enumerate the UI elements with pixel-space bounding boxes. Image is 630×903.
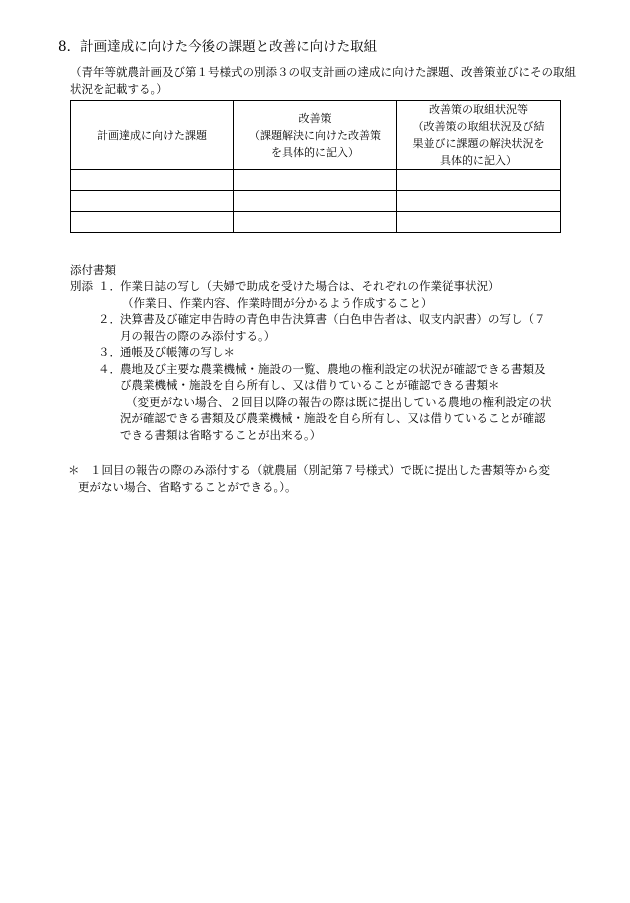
attachments-list (70, 278, 590, 443)
header-progress (397, 101, 561, 170)
table-cell[interactable] (71, 191, 234, 212)
list-item-continuation (70, 394, 590, 411)
table-row (71, 191, 561, 212)
table-cell[interactable] (234, 191, 397, 212)
header-line: 計画達成に向けた課題 (97, 128, 207, 142)
item-text: 月の報告の際のみ添付する。） (120, 328, 276, 343)
item-text: できる書類は省略することが出来る。） (120, 427, 322, 442)
table-cell[interactable] (71, 170, 234, 191)
table-row (71, 212, 561, 233)
table-row (71, 170, 561, 191)
header-issues (71, 101, 234, 170)
item-text: 況が確認できる書類及び農業機械・施設を自ら所有し、又は借りていることが確認 (120, 411, 546, 425)
section-note-line: 状況を記載する。） (70, 81, 168, 96)
item-text: 通帳及び帳簿の写し＊ (120, 345, 235, 359)
item-text: （作業日、作業内容、作業時間が分かるよう作成すること） (122, 295, 433, 310)
table-cell[interactable] (397, 191, 561, 212)
table-cell[interactable] (234, 170, 397, 191)
header-line: 果並びに課題の解決状況を (412, 137, 545, 151)
list-item-continuation (70, 328, 590, 345)
attachments-title: 添付書類 (70, 263, 116, 277)
header-line: （改善策の取組状況及び結 (412, 120, 545, 134)
list-item (70, 311, 590, 328)
header-measures (234, 101, 397, 170)
item-text: 作業日誌の写し（夫婦で助成を受けた場合は、それぞれの作業従事状況） (120, 279, 500, 293)
section-note-line: （青年等就農計画及び第１号様式の別添３の収支計画の達成に向けた課題、改善策並びにその取組 (70, 65, 576, 79)
header-line: （課題解決に向けた改善策 (249, 128, 381, 142)
item-text: 農地及び主要な農業機械・施設の一覧、農地の権利設定の状況が確認できる書類及 (120, 361, 546, 376)
item-number: ４． (98, 361, 121, 376)
list-item-continuation (70, 377, 590, 394)
section-note (70, 64, 590, 97)
attachments-label: 別添 (70, 279, 93, 293)
asterisk-icon: ＊ (68, 463, 80, 477)
list-item-continuation (70, 427, 590, 444)
table-cell[interactable] (397, 212, 561, 233)
list-item (70, 344, 590, 361)
list-item-continuation (70, 295, 590, 312)
header-line: 改善策の取組状況等 (429, 103, 528, 116)
table-header-row (71, 101, 561, 170)
table-cell[interactable] (234, 212, 397, 233)
item-text: び農業機械・施設を自ら所有し、又は借りていることが確認できる書類＊ (120, 378, 500, 392)
header-line: を具体的に記入） (271, 145, 359, 159)
section-heading: 8．計画達成に向けた今後の課題と改善に向けた取組 (58, 39, 378, 55)
list-item (70, 278, 590, 295)
header-line: 具体的に記入） (440, 154, 517, 168)
footnote-text: １回目の報告の際のみ添付する（就農届（別記第７号様式）で既に提出した書類等から変 (90, 463, 550, 477)
item-text: 決算書及び確定申告時の青色申告決算書（白色申告者は、収支内訳書）の写し（７ (120, 312, 546, 326)
item-number: １． (98, 279, 121, 293)
table-cell[interactable] (397, 170, 561, 191)
list-item-continuation (70, 410, 590, 427)
item-text: （変更がない場合、２回目以降の報告の際は既に提出している農地の権利設定の状 (126, 394, 552, 409)
list-item (70, 361, 590, 378)
footnote-text: 更がない場合、省略することができる。）。 (78, 480, 297, 494)
plan-table (70, 100, 561, 233)
header-line: 改善策 (298, 111, 332, 125)
item-number: ２． (98, 312, 121, 326)
table-cell[interactable] (71, 212, 234, 233)
item-number: ３． (98, 345, 121, 359)
